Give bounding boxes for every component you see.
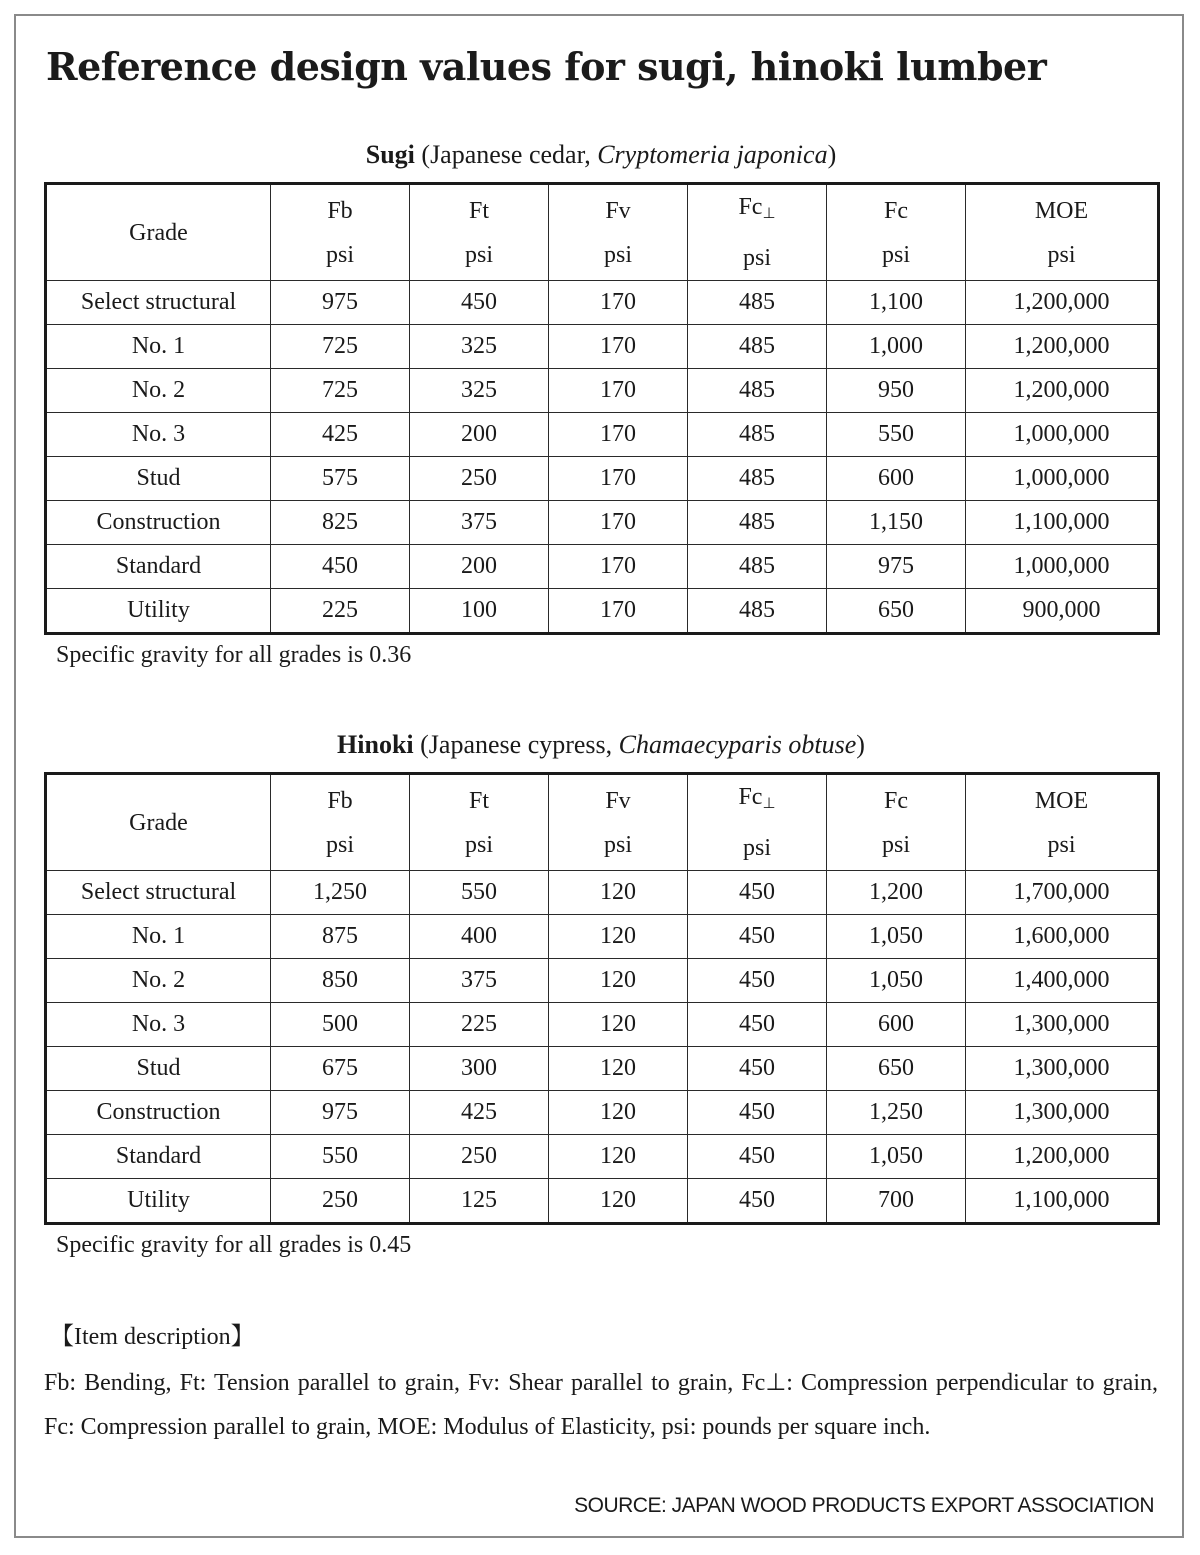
value-cell: 450 <box>688 1091 827 1135</box>
column-header-name: Ft <box>468 787 489 814</box>
value-cell: 170 <box>549 369 688 413</box>
value-cell: 125 <box>410 1179 549 1224</box>
source-credit: SOURCE: JAPAN WOOD PRODUCTS EXPORT ASSOCIATION <box>574 1494 1154 1517</box>
column-header-unit: psi <box>603 241 632 268</box>
table-row <box>46 413 1159 457</box>
hinoki-scientific-name: Chamaecyparis obtuse <box>618 730 857 759</box>
table-row <box>46 281 1159 325</box>
column-header <box>271 774 410 871</box>
column-header-name: Fc <box>738 194 763 220</box>
value-cell: 1,100 <box>827 281 966 325</box>
value-cell: 250 <box>410 1135 549 1179</box>
value-cell: 485 <box>688 369 827 413</box>
value-cell: 900,000 <box>966 589 1159 634</box>
grade-cell: No. 1 <box>46 915 271 959</box>
value-cell: 975 <box>827 545 966 589</box>
table-row <box>46 589 1159 634</box>
value-cell: 425 <box>410 1091 549 1135</box>
value-cell: 120 <box>549 915 688 959</box>
value-cell: 375 <box>410 959 549 1003</box>
value-cell: 975 <box>271 1091 410 1135</box>
value-cell: 875 <box>271 915 410 959</box>
grade-cell: No. 1 <box>46 325 271 369</box>
value-cell: 200 <box>410 545 549 589</box>
item-description-title: 【Item description】 <box>50 1324 255 1350</box>
value-cell: 700 <box>827 1179 966 1224</box>
column-header-unit: psi <box>325 831 354 858</box>
hinoki-name: Hinoki <box>337 730 414 759</box>
table-row <box>46 1003 1159 1047</box>
value-cell: 485 <box>688 325 827 369</box>
column-header-unit: psi <box>1047 831 1076 858</box>
column-header-name: Fc <box>884 197 908 224</box>
table-row <box>46 1179 1159 1224</box>
value-cell: 1,150 <box>827 501 966 545</box>
value-cell: 170 <box>549 501 688 545</box>
hinoki-common-name: (Japanese cypress, <box>420 730 619 759</box>
column-header <box>827 184 966 281</box>
value-cell: 650 <box>827 1047 966 1091</box>
value-cell: 450 <box>688 1003 827 1047</box>
column-header-name: Fv <box>605 197 631 224</box>
sugi-name: Sugi <box>365 140 415 169</box>
value-cell: 485 <box>688 281 827 325</box>
value-cell: 120 <box>549 1135 688 1179</box>
sugi-table-header <box>46 184 1159 281</box>
value-cell: 1,300,000 <box>966 1003 1159 1047</box>
grade-cell: Standard <box>46 545 271 589</box>
value-cell: 550 <box>827 413 966 457</box>
sugi-scientific-name: Cryptomeria japonica <box>597 140 828 169</box>
grade-cell: Utility <box>46 589 271 634</box>
value-cell: 485 <box>688 501 827 545</box>
hinoki-heading-close: ) <box>856 730 865 759</box>
column-header <box>410 184 549 281</box>
value-cell: 725 <box>271 325 410 369</box>
grade-cell: Stud <box>46 457 271 501</box>
column-header-unit: psi <box>603 831 632 858</box>
value-cell: 1,200 <box>827 871 966 915</box>
sugi-table <box>44 182 1160 635</box>
column-header-name: Grade <box>129 809 188 836</box>
value-cell: 450 <box>688 915 827 959</box>
grade-cell: Construction <box>46 1091 271 1135</box>
value-cell: 450 <box>688 1047 827 1091</box>
value-cell: 485 <box>688 589 827 634</box>
value-cell: 300 <box>410 1047 549 1091</box>
column-header-name: MOE <box>1034 787 1089 814</box>
value-cell: 1,100,000 <box>966 1179 1159 1224</box>
column-header-unit: psi <box>325 241 354 268</box>
page-title: Reference design values for sugi, hinoki lumber <box>46 44 1047 89</box>
sugi-heading <box>16 140 1186 170</box>
value-cell: 120 <box>549 1003 688 1047</box>
value-cell: 1,200,000 <box>966 1135 1159 1179</box>
value-cell: 1,700,000 <box>966 871 1159 915</box>
item-description-text: Fb: Bending, Ft: Tension parallel to grain, Fv: Shear parallel to grain, Fc⊥: Compression perpendicular to grain, Fc: Compression parallel to grain, MOE: Modulus of Elasticity, psi: pounds per square inch. <box>44 1370 1158 1440</box>
column-header <box>271 184 410 281</box>
value-cell: 450 <box>688 871 827 915</box>
value-cell: 375 <box>410 501 549 545</box>
column-header-name: Fc <box>884 787 908 814</box>
value-cell: 1,000,000 <box>966 545 1159 589</box>
value-cell: 1,050 <box>827 959 966 1003</box>
value-cell: 485 <box>688 545 827 589</box>
value-cell: 1,050 <box>827 1135 966 1179</box>
column-header <box>549 184 688 281</box>
value-cell: 1,050 <box>827 915 966 959</box>
column-header-unit: psi <box>464 241 493 268</box>
value-cell: 1,100,000 <box>966 501 1159 545</box>
column-header <box>410 774 549 871</box>
column-header-name: Fc <box>738 784 763 810</box>
column-header-name: Fb <box>327 197 353 224</box>
value-cell: 575 <box>271 457 410 501</box>
table-row <box>46 871 1159 915</box>
value-cell: 170 <box>549 457 688 501</box>
hinoki-table-body <box>46 871 1159 1224</box>
hinoki-table-header <box>46 774 1159 871</box>
column-header-subscript: ⊥ <box>762 206 776 222</box>
value-cell: 425 <box>271 413 410 457</box>
column-header <box>46 184 271 281</box>
value-cell: 100 <box>410 589 549 634</box>
value-cell: 450 <box>688 959 827 1003</box>
column-header <box>688 774 827 871</box>
value-cell: 950 <box>827 369 966 413</box>
value-cell: 325 <box>410 369 549 413</box>
value-cell: 550 <box>271 1135 410 1179</box>
grade-cell: Construction <box>46 501 271 545</box>
column-header-name: Ft <box>468 197 489 224</box>
column-header-name: Fb <box>327 787 353 814</box>
value-cell: 120 <box>549 871 688 915</box>
value-cell: 200 <box>410 413 549 457</box>
value-cell: 120 <box>549 1179 688 1224</box>
value-cell: 650 <box>827 589 966 634</box>
table-row <box>46 545 1159 589</box>
value-cell: 485 <box>688 413 827 457</box>
value-cell: 600 <box>827 1003 966 1047</box>
column-header-name: Fv <box>605 787 631 814</box>
table-row <box>46 959 1159 1003</box>
column-header-name: MOE <box>1034 197 1089 224</box>
grade-cell: No. 2 <box>46 369 271 413</box>
column-header <box>549 774 688 871</box>
value-cell: 170 <box>549 413 688 457</box>
value-cell: 725 <box>271 369 410 413</box>
grade-cell: No. 3 <box>46 1003 271 1047</box>
column-header-subscript: ⊥ <box>762 796 776 812</box>
column-header-unit: psi <box>1047 241 1076 268</box>
document-frame <box>14 14 1184 1538</box>
value-cell: 225 <box>271 589 410 634</box>
value-cell: 975 <box>271 281 410 325</box>
hinoki-heading <box>16 730 1186 760</box>
value-cell: 1,000,000 <box>966 413 1159 457</box>
value-cell: 170 <box>549 325 688 369</box>
hinoki-table <box>44 772 1160 1225</box>
column-header <box>966 774 1159 871</box>
grade-cell: Select structural <box>46 871 271 915</box>
grade-cell: Stud <box>46 1047 271 1091</box>
table-row <box>46 457 1159 501</box>
grade-cell: No. 3 <box>46 413 271 457</box>
table-row <box>46 1135 1159 1179</box>
column-header-name: Grade <box>129 219 188 246</box>
table-row <box>46 1091 1159 1135</box>
value-cell: 1,400,000 <box>966 959 1159 1003</box>
column-header-unit: psi <box>742 245 771 271</box>
column-header-unit: psi <box>881 241 910 268</box>
value-cell: 120 <box>549 1047 688 1091</box>
header-row <box>46 184 1159 281</box>
value-cell: 825 <box>271 501 410 545</box>
value-cell: 485 <box>688 457 827 501</box>
column-header <box>46 774 271 871</box>
value-cell: 450 <box>688 1135 827 1179</box>
value-cell: 1,250 <box>827 1091 966 1135</box>
sugi-table-body <box>46 281 1159 634</box>
value-cell: 170 <box>549 281 688 325</box>
value-cell: 1,300,000 <box>966 1091 1159 1135</box>
table-row <box>46 325 1159 369</box>
column-header-unit: psi <box>742 835 771 861</box>
value-cell: 450 <box>688 1179 827 1224</box>
column-header <box>827 774 966 871</box>
value-cell: 400 <box>410 915 549 959</box>
column-header-unit: psi <box>881 831 910 858</box>
value-cell: 450 <box>271 545 410 589</box>
value-cell: 120 <box>549 959 688 1003</box>
value-cell: 1,250 <box>271 871 410 915</box>
value-cell: 1,200,000 <box>966 325 1159 369</box>
table-row <box>46 369 1159 413</box>
value-cell: 170 <box>549 589 688 634</box>
grade-cell: Utility <box>46 1179 271 1224</box>
value-cell: 325 <box>410 325 549 369</box>
value-cell: 250 <box>271 1179 410 1224</box>
value-cell: 1,200,000 <box>966 369 1159 413</box>
table-row <box>46 1047 1159 1091</box>
value-cell: 1,000,000 <box>966 457 1159 501</box>
value-cell: 250 <box>410 457 549 501</box>
value-cell: 675 <box>271 1047 410 1091</box>
grade-cell: Select structural <box>46 281 271 325</box>
value-cell: 225 <box>410 1003 549 1047</box>
hinoki-specific-gravity-note: Specific gravity for all grades is 0.45 <box>56 1232 412 1258</box>
value-cell: 170 <box>549 545 688 589</box>
column-header-unit: psi <box>464 831 493 858</box>
value-cell: 1,600,000 <box>966 915 1159 959</box>
value-cell: 550 <box>410 871 549 915</box>
table-row <box>46 501 1159 545</box>
value-cell: 120 <box>549 1091 688 1135</box>
sugi-specific-gravity-note: Specific gravity for all grades is 0.36 <box>56 642 412 668</box>
value-cell: 600 <box>827 457 966 501</box>
table-row <box>46 915 1159 959</box>
grade-cell: No. 2 <box>46 959 271 1003</box>
sugi-common-name: (Japanese cedar, <box>421 140 598 169</box>
value-cell: 1,000 <box>827 325 966 369</box>
value-cell: 1,200,000 <box>966 281 1159 325</box>
value-cell: 450 <box>410 281 549 325</box>
value-cell: 1,300,000 <box>966 1047 1159 1091</box>
column-header <box>966 184 1159 281</box>
value-cell: 500 <box>271 1003 410 1047</box>
header-row <box>46 774 1159 871</box>
value-cell: 850 <box>271 959 410 1003</box>
sugi-heading-close: ) <box>827 140 837 169</box>
column-header <box>688 184 827 281</box>
grade-cell: Standard <box>46 1135 271 1179</box>
